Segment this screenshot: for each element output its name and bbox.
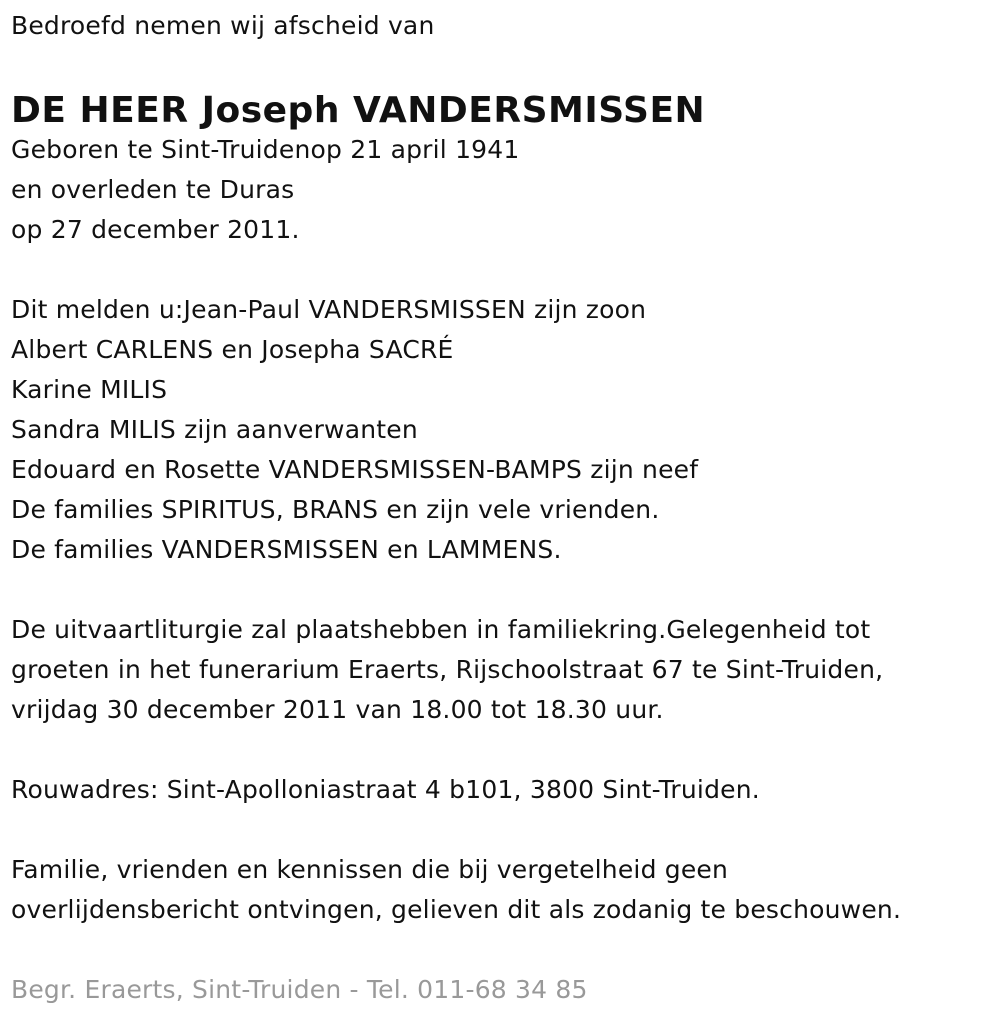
spacer: [11, 810, 990, 850]
closing-line: Familie, vrienden en kennissen die bij vergetelheid geen: [11, 855, 729, 884]
family-line: Dit melden u:Jean-Paul VANDERSMISSEN zijn zoon: [11, 295, 647, 324]
spacer: [11, 250, 990, 290]
family-line: Albert CARLENS en Josepha SACRÉ: [11, 335, 454, 364]
death-date-line: op 27 december 2011.: [11, 215, 300, 244]
family-line: Edouard en Rosette VANDERSMISSEN-BAMPS zijn neef: [11, 455, 699, 484]
spacer: [11, 730, 990, 770]
birth-line: Geboren te Sint-Truidenop 21 april 1941: [11, 135, 520, 164]
ceremony-line: vrijdag 30 december 2011 van 18.00 tot 18.30 uur.: [11, 695, 664, 724]
mourning-address: Rouwadres: Sint-Apolloniastraat 4 b101, 3800 Sint-Truiden.: [11, 775, 760, 804]
undertaker-footer: Begr. Eraerts, Sint-Truiden - Tel. 011-68 34 85: [11, 975, 588, 1004]
closing-note: [11, 850, 990, 930]
ceremony-info: [11, 610, 990, 730]
death-place-line: en overleden te Duras: [11, 175, 295, 204]
deceased-name: DE HEER Joseph VANDERSMISSEN: [11, 90, 706, 131]
closing-line: overlijdensbericht ontvingen, gelieven dit als zodanig te beschouwen.: [11, 895, 902, 924]
family-line: Karine MILIS: [11, 375, 168, 404]
birth-death-info: [11, 130, 990, 250]
spacer: [11, 570, 990, 610]
family-line: Sandra MILIS zijn aanverwanten: [11, 415, 418, 444]
spacer: [11, 930, 990, 970]
intro-text: Bedroefd nemen wij afscheid van: [11, 11, 435, 40]
ceremony-line: De uitvaartliturgie zal plaatshebben in familiekring.Gelegenheid tot: [11, 615, 871, 644]
ceremony-line: groeten in het funerarium Eraerts, Rijschoolstraat 67 te Sint-Truiden,: [11, 655, 884, 684]
family-line: De families VANDERSMISSEN en LAMMENS.: [11, 535, 562, 564]
family-list: [11, 290, 990, 570]
family-line: De families SPIRITUS, BRANS en zijn vele vrienden.: [11, 495, 660, 524]
